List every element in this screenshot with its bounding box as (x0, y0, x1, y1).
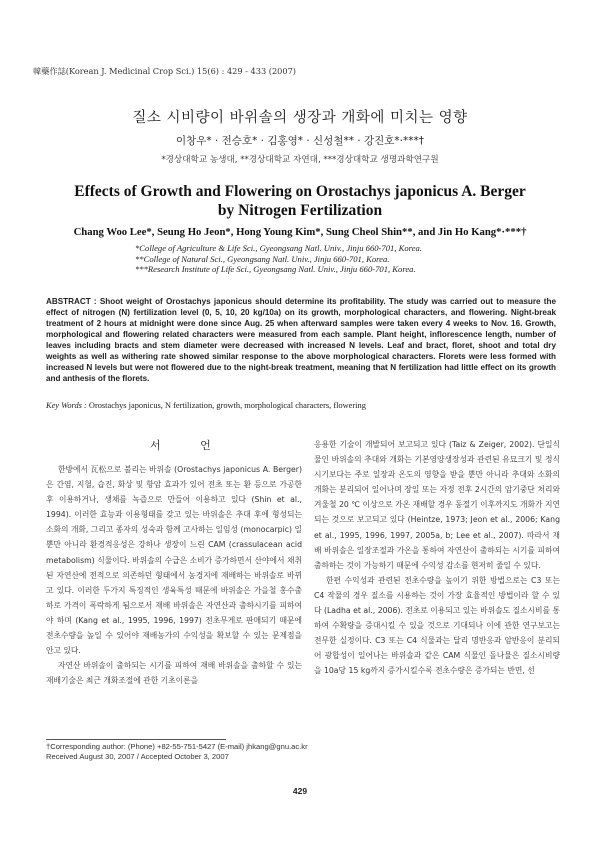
english-title-line-1: Effects of Growth and Flowering on Orostachys japonicus A. Berger (74, 183, 526, 200)
english-title-line-2: by Nitrogen Fertilization (217, 202, 383, 219)
paragraph: 한편 수익성과 관련된 전초수량을 높이기 위한 방법으로는 C3 또는 C4 작물의 경우 질소를 시용하는 것이 가장 효율적인 방법이라 할 수 있다 (Ladha et al., 2006). 전초로 이용되고 있는 바위솔도 질소시비를 통하여 수확량을 증대시킬 수 있을 것으로 기대되나 이에 관한 연구보고는 전무한 실정이다. C3 또는 C4 식물과는 달리 명반응과 암반응이 분리되어 광합성이 일어나는 바위솔과 같은 CAM 식물인 돌나물은 질소시비량을 10a당 15 kg까지 증가시킬수록 전초수량은 증가되는 반면, 선 (314, 575, 560, 676)
corresponding-author: †Corresponding author: (Phone) +82-55-751-5427 (E-mail) jhkang@gnu.ac.kr (46, 742, 308, 751)
keywords (46, 401, 556, 410)
abstract: ABSTRACT : Shoot weight of Orostachys japonicus should determine its profitability. The study was carried out to measure the effect of nitrogen (N) fertilization level (0, 5, 10, 20 kg/10a) on its growth, morphological characters, and flowering. Night-break treatment of 2 hours at midnight were done since Aug. 25 when afterward samples were taken every 4 weeks to Nov. 16. Growth, morphological and flowering related characters were measured from each sample. Plant height, inflorescence length, number of leaves including bracts and stem diameter were decreased with increased N levels. Leaf and bract, floret, shoot and total dry weights as well as withering rate showed similar response to the above morphological characters. Florets were less formed with increased N levels but were not flowered due to the night-break treatment, meaning that N fertilization had little effect on its growth and anthesis of the florets. (46, 297, 556, 383)
paragraph: 자연산 바위솔이 출하되는 시기를 피하여 재배 바위솔을 출하할 수 있는 재배기술은 최근 개화조절에 관한 기초이론을 (46, 661, 302, 686)
received-accepted: Received August 30, 2007 / Accepted October 3, 2007 (46, 752, 229, 761)
paragraph: 한방에서 瓦松으로 불리는 바위솔 (Orostachys japonicus A. Berger)은 간염, 지혈, 습진, 화상 및 항암 효과가 있어 전초 또는 환 등으로 가공한 후 이용하거나, 생채를 녹즙으로 만들어 이용하고 있다 (Shin et al., 1994). 이러한 효능과 이용형태를 갖고 있는 바위솔은 추대 후에 형성되는 소화의 개화, 그리고 종자의 성숙과 함께 고사하는 일임성 (monocarpic) 일 뿐만 아니라 환경적응성은 강하나 생장이 느린 CAM (crassulacean acid metabolism) 식물이다. 바위솔의 수급은 소비가 증가하면서 산야에서 채취된 자연산에 전적으로 의존하던 형태에서 농경지에 재배하는 바위솔로 바뀌고 있다. 이러한 두가지 특징적인 생육특성 때문에 바위솔은 가을철 홍수출하로 가격이 폭락하게 됨으로서 재배 바위솔은 자연산과 출하시기를 피하여야 하며 (Kang et al., 1995, 1996, 1997) 전초무게로 판매되기 때문에 전초수량을 높일 수 있어야 재배농가의 수익성을 확보할 수 있는 문제점을 안고 있다. (46, 465, 302, 656)
keywords-label: Key Words : (46, 401, 87, 410)
paragraph: 응용한 기술이 개발되어 보고되고 있다 (Taiz & Zeiger, 2002). 단일식물인 바위솔의 추대와 개화는 기본영양생장성과 관련된 유묘크기 및 정식시기보다는 주로 일장과 온도의 영향을 받을 뿐만 아니라 추대와 소화의 개화는 분리되어 일어나며 장일 또는 자정 전후 2시간의 암기중단 처리와 겨울철 20 ℃ 이상으로 가온 재배할 경우 동절기 이후까지도 개화가 지연되는 것으로 보고되고 있다 (Heintze, 1973; Jeon et al., 2006; Kang et al., 1995, 1996, 1997, 2005a, b; Lee et al., 2007). 따라서 재배 바위솔은 일장조절과 가온을 통하여 자연산이 출하되는 시기를 피하여 출하하는 것이 가능하기 때문에 수익성 감소를 현저히 줄일 수 있다. (314, 440, 560, 570)
affiliation-2: **College of Natural Sci., Gyeongsang Natl. Univ., Jinju 660-701, Korea. (135, 253, 390, 264)
journal-citation: 韓藥作誌(Korean J. Medicinal Crop Sci.) 15(6) : 429 - 433 (2007) (33, 66, 297, 76)
affiliation-1: *College of Agriculture & Life Sci., Gyeongsang Natl. Univ., Jinju 660-701, Korea. (135, 243, 422, 253)
left-column (46, 462, 302, 688)
korean-affiliations: *경상대학교 농생대, **경상대학교 자연대, ***경상대학교 생명과학연구원 (161, 155, 439, 165)
english-authors: Chang Woo Lee*, Seung Ho Jeon*, Hong Young Kim*, Sung Cheol Shin**, and Jin Ho Kang*·***† (73, 226, 527, 238)
right-column (314, 437, 560, 679)
section-heading-introduction: 서 언 (150, 439, 229, 452)
page-number: 429 (292, 786, 308, 796)
korean-authors: 이창우* · 전승호* · 김홍영* · 신성철** · 강진호*·***† (175, 135, 425, 147)
footnote-divider (46, 739, 226, 740)
english-affiliations (135, 243, 535, 275)
footnote (46, 742, 346, 762)
keywords-text: Orostachys japonicus, N fertilization, growth, morphological characters, flowering (88, 401, 366, 410)
korean-title: 질소 시비량이 바위솔의 생장과 개화에 미치는 영향 (132, 110, 468, 126)
english-title (0, 182, 600, 220)
affiliation-3: ***Research Institute of Life Sci., Gyeongsang Natl. Univ., Jinju 660-701, Korea. (135, 264, 416, 275)
